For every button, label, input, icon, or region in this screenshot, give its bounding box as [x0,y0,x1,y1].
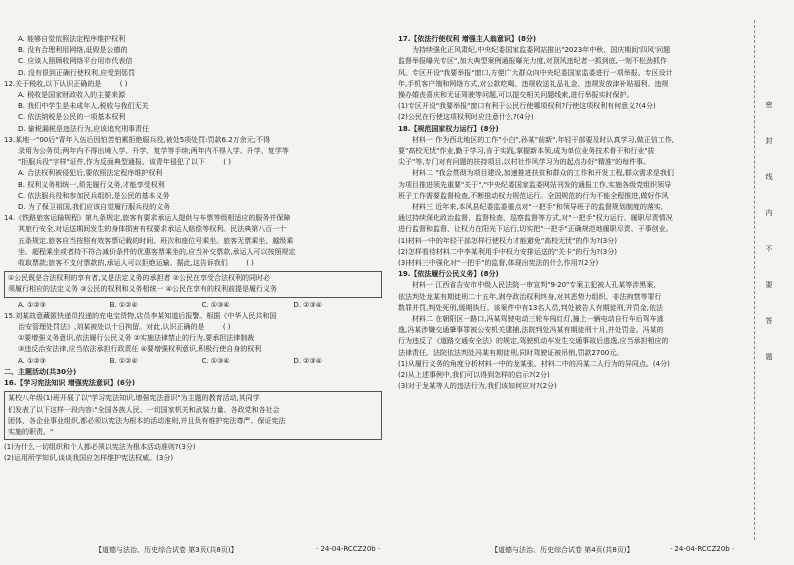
material-box [4,391,382,440]
question-stem: 收取票款;旅客不支付票款的,承运人可以拒绝运输。据此,这告诉我们 ( ) [4,258,382,269]
question-stem: 治安管理处罚法》,刘某被处以十日拘留。对此,认识正确的是 ( ) [4,322,382,333]
material-text: 依法判处龙某有期徒刑二十五年,剥夺政治权利终身,对其恶势力组织、非法拘禁等罪行 [398,292,662,301]
question-stem: 其旅行安全,对运送期间发生的身体损害有权要求承运人赔偿等权利。民法典第八百一十 [18,225,287,234]
option-d: D. ②③④ [293,356,322,365]
option-text: A. 能够自觉依照法定程序维护权利 [18,35,126,43]
material-text: 材料二 在朝阳区一路口,冯某驾驶电动三轮车闯红灯,撞上一辆电动自行车后驾车逃 [412,315,664,324]
option-c: C. ①③④ [201,356,230,365]
option-text: C. 依法纳税是公民的一项基本权利 [18,113,126,122]
question-stem: 12.关于税收,以下认识正确的是 [4,79,102,88]
option-a: A. ①②③ [18,300,46,309]
option-c: C. ①③④ [201,300,230,309]
answer-paren: ( ) [119,79,128,88]
question-stem: 15.刘某故意藏匿快递员投递的充电宝货物,店员李某知道后报警。根据《中华人民共和国 [4,311,277,320]
footer-exam-title: 【道德与法治、历史综合试卷 第4页(共8页)】 [491,546,634,554]
option-text: C. 应该人照顾收网络平台用市代表信 [18,57,133,66]
question-stem: 坐、超程乘坐或者持不符合减价条件的优惠客票乘坐的,应当补交票款,承运人可以按照规定 [18,247,296,256]
material-text: 材料一 江西省吉安市中级人民法院一审宣判"9·20"专案主犯被人孔某等涉黑案, [412,281,656,290]
material-text: 材料一 作为西北地区的工作"小白",孙某"前新",年轻干部要及时认真学习,做正信工作, [412,135,675,144]
statement-text: ①公民既是合法权利的享有者,又是法定义务的承担者 ②公民在享受合法权利的同时必 [8,274,270,283]
material-text: 实施的职责。" [8,427,54,436]
question-stem: 五条规定,旅客应当按照有效客票记载的时间、班次和座位号乘坐。旅客无票乘坐、越级乘 [18,236,294,245]
material-text: 操办婚丧喜庆和无证驾驶等问题,可以提交相关问题线索,进行举报实时保护。 [398,91,634,100]
option-b: B. ①②④ [109,300,138,309]
option-a: A. ①②③ [18,356,46,365]
question-stem: 13.某地一"00后"青年入伍后因怕苦怕累拒绝服兵役,被处5项处罚:罚款6.2万余元;不得 [4,135,271,144]
question-19-title: 19.【依法履行公民义务】(8分) [398,270,499,279]
sub-question: (2)怎样看待材料二中李某利用手中权力安排运送的"关卡"的行为?(3分) [398,247,617,256]
question-17-title: 17.【依法行使权利 增强主人翁意识】(8分) [398,35,537,43]
option-text: C. 依法服兵役和参加民兵组织,是公民的基本义务 [18,191,170,200]
sub-question: (2)从上述事例中,我们可以得到怎样的启示?(2分) [398,371,550,380]
material-text: 要"高校无忧"作业,勤于学习,肯于实践,掌握新本领,成为单位业务技术骨干和行业"拔 [398,147,655,156]
statement-text: 须履行相应的法定义务 ③公民的权利和义务相统一 ④公民在享有的权利前提是履行义务 [8,285,277,294]
footer-code: · 24-04-RCCZ20b · [670,545,735,553]
material-text: 逸,冯某涉嫌交通肇事罪被公安机关逮捕,法院判处冯某有期徒刑十月,并处罚金。冯某的 [398,326,664,335]
question-stem: 14.《铁路旅客运输规程》第九条规定,旅客有要求承运人提供与车票等级相适应的服务并保障 [4,214,291,223]
option-row [4,356,382,367]
answer-paren: ( ) [222,323,231,332]
left-column [4,34,382,465]
material-text: 尖子"等,专门对有问题的扶持项目,以村社作风学习为的起点办好"精准"的每件事。 [398,158,651,167]
material-text: 为持续强化正风肃纪,中央纪委国家监委网站推出"2023年中秋、国庆期间'四风'问题 [412,46,671,55]
question-18-title: 18.【规范国家权力运行】(8分) [398,124,499,133]
sub-question: (3)对于龙某等人的违法行为,我们该如何应对?(2分) [398,382,557,391]
material-text: 班子工作需要监督检查,不断推动权力规范运行。全国规范的行为不能全程推进,做好作风 [398,191,669,200]
seal-line-label: 密 封 线 内 不 要 答 题 [765,101,773,361]
material-text: 为项目推进领先重要"关于","中央纪委国家监委网站刊发的通报工作,实施各级党组织领导 [398,180,672,189]
option-text: A. 合法权利被侵犯后,要依照法定程序维护权利 [18,169,163,178]
option-text: B. 没有合理利用网络,诋毁是公德的 [18,46,128,55]
material-text: 团体、各企业事业组织,都必须以宪法为根本的活动准则,并且负有维护宪法尊严、保证宪法 [8,416,286,425]
material-text: 监督举报曝光专区",加大典型案例通报曝光力度,对顶风违纪者一抓到底,一刻不松劲抓作 [398,57,667,66]
material-text: 们发表了以下这样一段内容:"全国各族人民、一切国家机关和武装力量、各政党和各社会 [8,405,280,414]
option-row [4,300,382,311]
question-12 [4,79,382,90]
statement-text: ③违反治安法律,应当依法承担行政责任 ④要增强权利意识,积极行使自身的权利 [18,345,262,354]
section-title: 二、主题活动(共30分) [4,367,77,376]
option-text: A. 税收是国家财政收入的主要来源 [18,91,126,100]
option-text: D. 没有很到正确行使权利,应受到惩罚 [18,68,136,77]
material-text: 行为违反了《道路交通安全法》的规定,驾驶机动车发生交通事故后逃逸,应当承担相应的 [398,337,669,346]
statement-box [4,271,382,297]
right-column [398,34,748,393]
sub-question: (1)为什么一切组织和个人都必须以宪法为根本活动准则?(3分) [4,443,196,452]
question-stem: "拒服兵役"字样"证件,作为反面典型通报。该青年侵犯了以下 ( ) [4,157,382,168]
option-text: B. 我们中学生是未成年人,税收与我们无关 [18,102,149,111]
sub-question: (2)运用所学知识,谈谈我国应怎样维护宪法权威。(3分) [4,454,174,463]
sub-question: (1)专区开设"我要举报"窗口有利于公民行使哪项权利?行使这项权利有何意义?(4分) [398,102,656,111]
material-text: 年,手机客户端和网络方式,对公款吃喝、违规收送礼品礼金、违规发放津补贴福利、违规 [398,79,669,88]
option-text: B. 权利义务相统一,须先履行义务,才能享受权利 [18,180,165,189]
footer-exam-title: 【道德与法治、历史综合试卷 第3页(共8页)】 [95,546,238,554]
question-16-title: 16.【学习宪法知识 增强宪法意识】(6分) [4,379,136,388]
statement-text: ①要增强义务意识,依法履行公民义务 ②实施法律禁止的行为,要承担法律制裁 [18,334,255,343]
material-text: 数罪并罚,判处死刑,缓期执行。该案件中有13名人员,判处被告人有期徒刑,并罚金,依法 [398,303,664,312]
sub-question: (1)材料一中的年轻干部怎样行使权力才能避免"高校无忧"的作为?(3分) [398,236,617,245]
sub-question: (3)材料三中强化对"一把手"的监督,体现出宪法的什么作用?(2分) [398,259,599,268]
material-text: 某校八年级(1)班开展了以"学习宪法知识,增强宪法意识"为主题的教育活动,其同学 [8,394,260,403]
material-text: 法律责任。法院依法判处冯某有期徒刑,同时驾驶证被吊销,罚款2700元。 [398,348,624,357]
material-text: 通过持续深化政治监督、监督检查、巡察监督等方式,对"一把手"权力运行、履职尽责情况 [398,214,673,223]
option-text: D. 为了保卫祖国,我们应该自觉履行服兵役的义务 [18,203,171,212]
answer-paren: ( ) [223,158,231,167]
option-b: B. ①②④ [109,356,138,365]
option-d: D. ②③④ [293,300,322,309]
material-text: 材料三 近年来,本风县纪委监委重点对"一把手"和领导班子的监督规划制度的落实, [412,203,664,212]
material-text: 进行监督和监督、让权力在阳光下运行,切实把"一把手"正确规范地履职尽责、干事创业。 [398,225,673,234]
question-stem: 录用为公务员;两年内不得出境入学、升学、复学等手续;两年内不得入学、升学、复学等 [18,147,289,156]
option-text: D. 偷税漏税是违法行为,应该追究刑事责任 [18,124,150,133]
seal-line [754,20,755,540]
footer-code: · 24-04-RCCZ20b · [316,545,381,553]
material-text: 材料二 "我会贯彻为项目建设,加速推进扶贫和群众的工作和开发工程,群众需求是我们 [412,169,674,178]
sub-question: (2)公民在行使这项权利时应注意什么?(4分) [398,113,534,122]
sub-question: (1)从履行义务的角度分析材料一中的龙某张、材料二中的冯某二人行为的异同点。(4分) [398,359,670,368]
material-text: 风。专区开设"我要举报"窗口,方便广大群众向中央纪委国家监委进行一项举报。专区设计 [398,68,673,77]
answer-paren: ( ) [246,259,254,268]
